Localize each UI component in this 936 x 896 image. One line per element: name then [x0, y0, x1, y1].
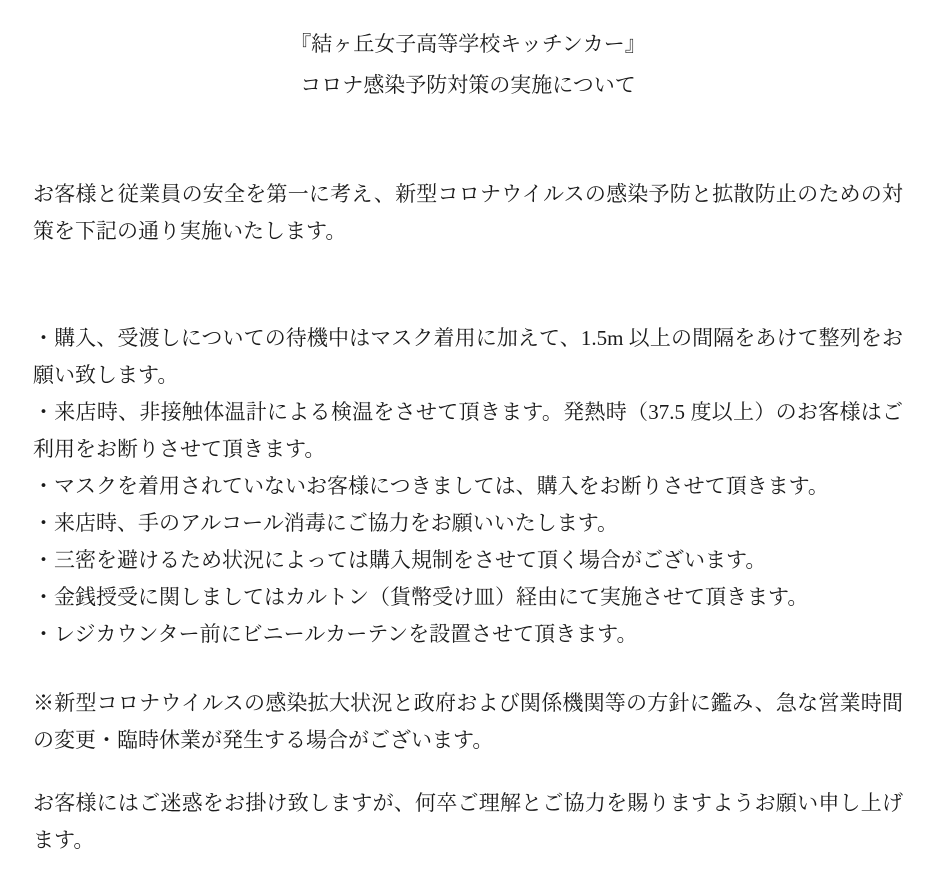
intro-paragraph: お客様と従業員の安全を第一に考え、新型コロナウイルスの感染予防と拡散防止のための対策を下記の通り実施いたします。: [33, 182, 903, 243]
list-item-cash-tray: ・金銭授受に関しましてはカルトン（貨幣受け皿）経由にて実施させて頂きます。: [33, 585, 809, 609]
note-paragraph: ※新型コロナウイルスの感染拡大状況と政府および関係機関等の方針に鑑み、急な営業時間の変更・臨時休業が発生する場合がございます。: [33, 691, 903, 752]
list-item-queue-spacing: ・購入、受渡しについての待機中はマスク着用に加えて、1.5m 以上の間隔をあけて整列をお願い致します。: [33, 326, 903, 387]
measures-list: [33, 320, 903, 653]
document-title: 『結ヶ丘女子高等学校キッチンカー』: [290, 32, 646, 56]
list-item-mask-required: ・マスクを着用されていないお客様につきましては、購入をお断りさせて頂きます。: [33, 474, 829, 498]
closing-paragraph: お客様にはご迷惑をお掛け致しますが、何卒ご理解とご協力を賜りますようお願い申し上げます。: [33, 791, 903, 852]
list-item-temperature-check: ・来店時、非接触体温計による検温をさせて頂きます。発熱時（37.5 度以上）のお客様はご利用をお断りさせて頂きます。: [33, 400, 903, 461]
list-item-purchase-limit: ・三密を避けるため状況によっては購入規制をさせて頂く場合がございます。: [33, 548, 767, 572]
list-item-hand-sanitizer: ・来店時、手のアルコール消毒にご協力をお願いいたします。: [33, 511, 619, 535]
document-subtitle: コロナ感染予防対策の実施について: [300, 73, 636, 97]
list-item-vinyl-curtain: ・レジカウンター前にビニールカーテンを設置させて頂きます。: [33, 622, 638, 646]
